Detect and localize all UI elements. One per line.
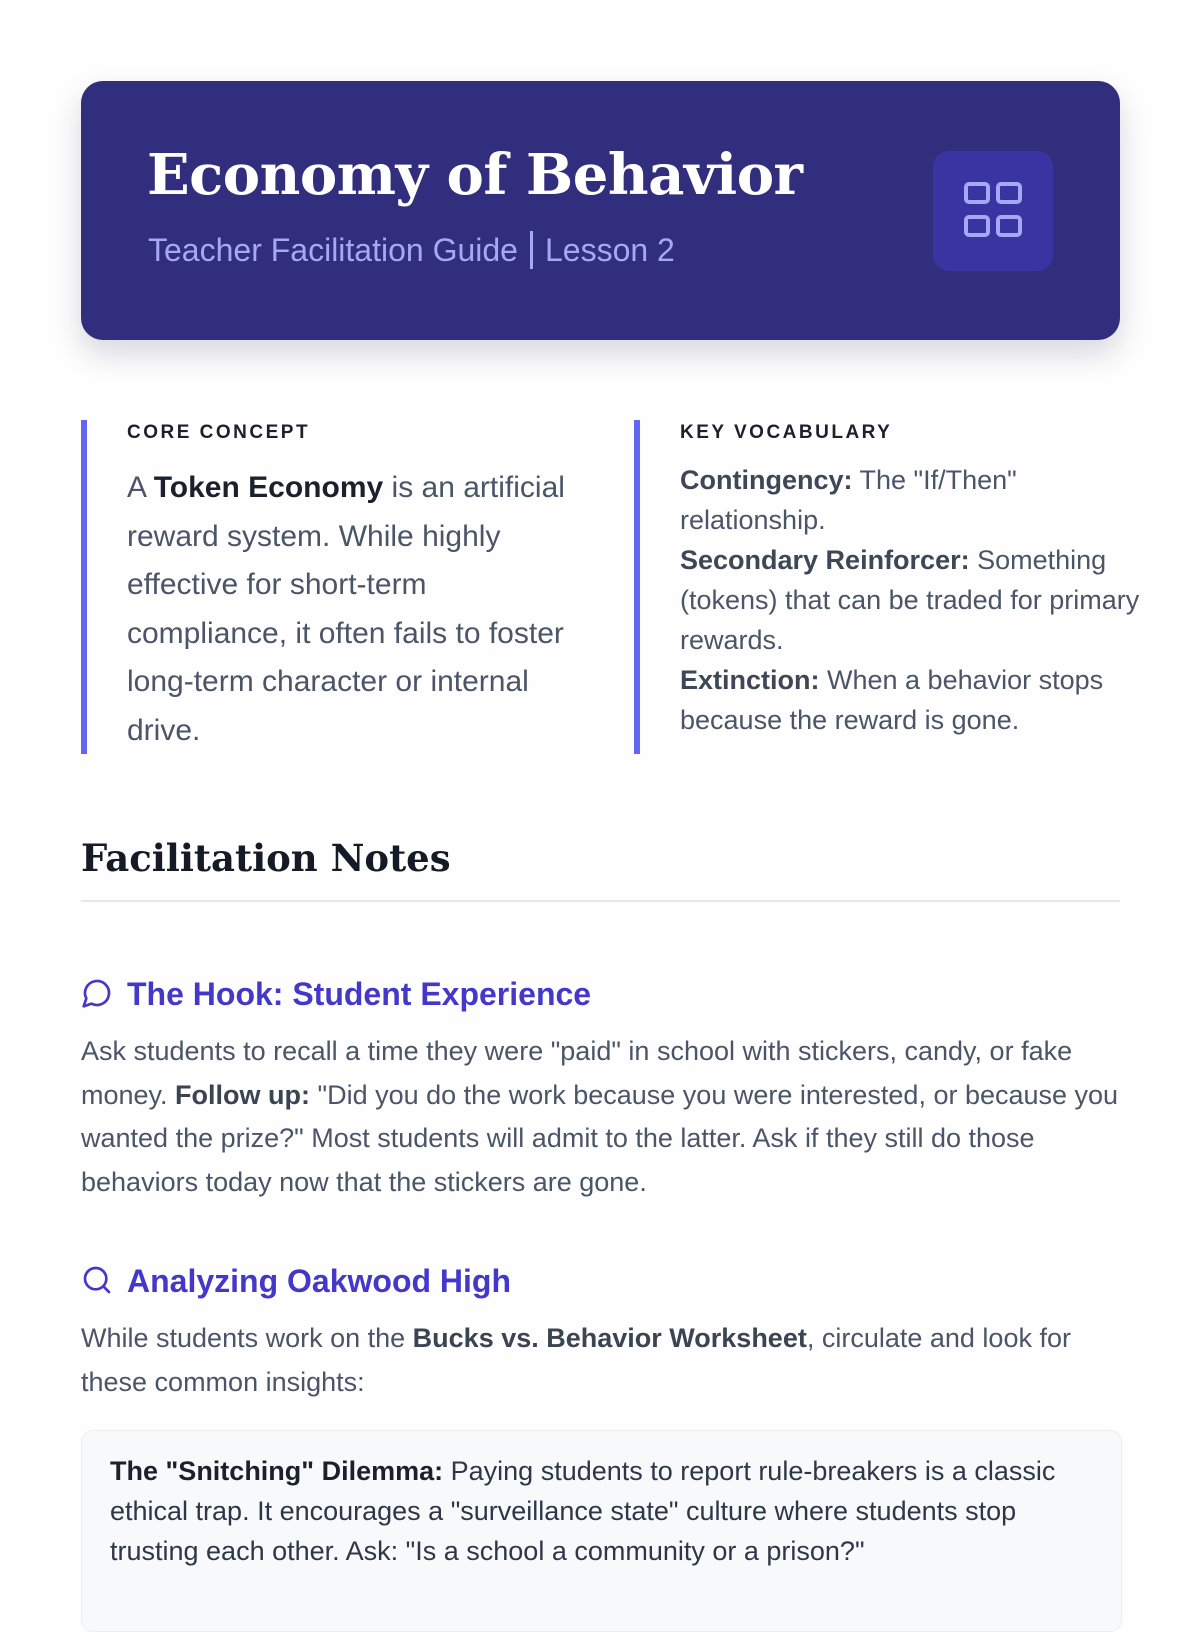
vocab-term: Contingency: [680,465,853,495]
key-vocabulary-label: KEY VOCABULARY [680,422,893,443]
header-card [81,81,1120,340]
concept-description: is an artificial reward system. While highly effective for short-term compliance, it often fails to foster long-term character or internal drive. [127,471,565,747]
insight-description: Paying students to report rule-breakers is a classic ethical trap. It encourages a "surveillance state" culture where students stop trusting each other. Ask: "Is a school a community or a prison?" [110,1456,1056,1566]
core-concept-label: CORE CONCEPT [127,422,311,443]
analyzing-heading [81,1264,511,1297]
vocabulary-list [680,460,1140,740]
key-vocabulary-panel [634,420,1140,754]
section-divider [81,900,1120,902]
page-subtitle [148,231,675,269]
hook-body [81,1030,1131,1204]
vocab-term: Secondary Reinforcer: [680,545,970,575]
concept-prefix: A [127,471,154,504]
vocab-item [680,660,1140,740]
hook-text-continued: "Did you do the work because you were interested, or because you wanted the prize?" Most students will admit to the latter. Ask if they still do those behaviors today now that the stickers are gone. [81,1079,1119,1197]
insight-callout [81,1430,1122,1632]
core-concept-text [127,464,567,755]
vocab-definition: Something (tokens) that can be traded for primary rewards. [680,545,1140,655]
facilitation-notes-title: Facilitation Notes [81,836,451,880]
hook-text: Ask students to recall a time they were "paid" in school with stickers, candy, or fake money. [81,1036,1073,1110]
analyzing-body [81,1317,1131,1404]
core-concept-panel [81,420,565,754]
chat-bubble-icon [81,977,113,1009]
vocab-item [680,460,1140,540]
page-title: Economy of Behavior [147,142,803,208]
vocab-definition: The "If/Then" relationship. [680,465,1017,535]
guide-type: Teacher Facilitation Guide [148,232,518,268]
concept-term: Token Economy [153,471,384,504]
hook-heading [81,977,591,1010]
analyzing-text-continued: , circulate and look for these common insights: [81,1323,1071,1397]
subtitle-divider [530,231,533,269]
insight-title: The "Snitching" Dilemma: [110,1456,444,1486]
grid-icon-tile [933,151,1053,271]
analyzing-heading-text: Analyzing Oakwood High [127,1263,512,1299]
analyzing-text: While students work on the [81,1323,413,1353]
lesson-number: Lesson 2 [544,232,675,268]
search-icon [81,1264,113,1296]
insight-text [110,1451,1110,1571]
hook-heading-text: The Hook: Student Experience [127,976,592,1012]
grid-icon [963,181,1023,241]
follow-up-label: Follow up: [175,1079,311,1110]
vocab-term: Extinction: [680,665,820,695]
vocab-definition: When a behavior stops because the reward is gone. [680,665,1104,735]
vocab-item [680,540,1140,660]
worksheet-name: Bucks vs. Behavior Worksheet [412,1323,807,1353]
